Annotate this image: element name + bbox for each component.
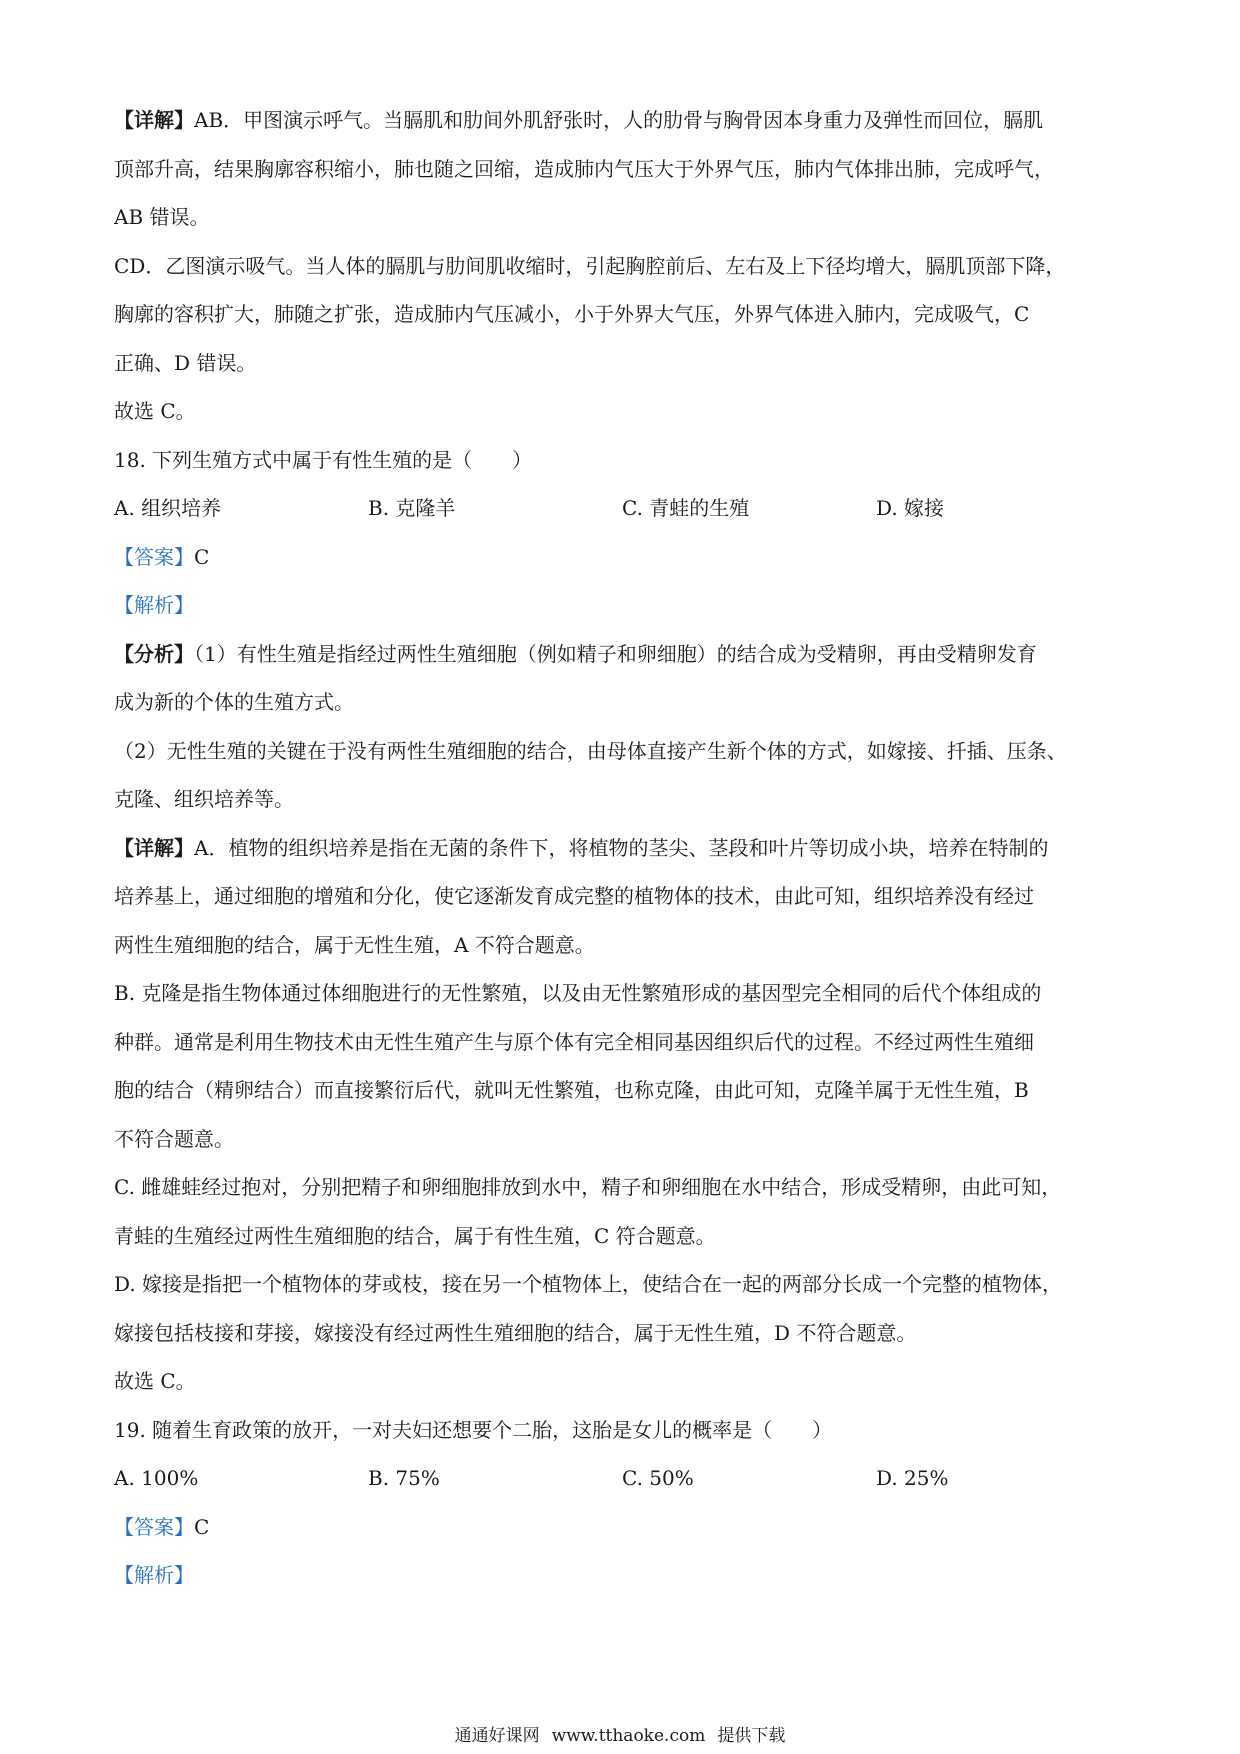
text-line: A．植物的组织培养是指在无菌的条件下，将植物的茎尖、茎段和叶片等切成小块，培养在特制的 xyxy=(194,835,1049,860)
text-line: 克隆、组织培养等。 xyxy=(114,787,294,811)
text-line: C. 雌雄蛙经过抱对，分别把精子和卵细胞排放到水中，精子和卵细胞在水中结合，形成受精卵，由此可知， xyxy=(114,1175,1062,1199)
text-line: 嫁接包括枝接和芽接，嫁接没有经过两性生殖细胞的结合，属于无性生殖，D 不符合题意。 xyxy=(114,1320,917,1345)
question-18-options xyxy=(114,484,1134,533)
detail-label: 【详解】 xyxy=(114,108,194,132)
fenxi-label: 【分析】 xyxy=(114,641,194,666)
option-b: B. 克隆羊 xyxy=(368,496,456,520)
text-line: AB 错误。 xyxy=(114,205,210,229)
option-c: C. 青蛙的生殖 xyxy=(622,496,750,520)
answer-label: 【答案】 xyxy=(114,544,194,569)
text-line: 成为新的个体的生殖方式。 xyxy=(114,690,354,714)
text-line: 青蛙的生殖经过两性生殖细胞的结合，属于有性生殖，C 符合题意。 xyxy=(114,1223,716,1248)
answer-line xyxy=(114,533,1134,582)
text-line: B. 克隆是指生物体通过体细胞进行的无性繁殖，以及由无性繁殖形成的基因型完全相同的后代个体组成的 xyxy=(114,981,1042,1005)
conclusion-line: 故选 C。 xyxy=(114,399,196,423)
option-b: B. 75% xyxy=(368,1466,440,1490)
option-c: C. 50% xyxy=(622,1466,694,1490)
option-a: A. 100% xyxy=(114,1466,199,1490)
option-d: D. 25% xyxy=(876,1466,949,1490)
text-line: 胞的结合（精卵结合）而直接繁衍后代，就叫无性繁殖，也称克隆，由此可知，克隆羊属于无性生殖，B xyxy=(114,1078,1029,1102)
analysis-label: 【解析】 xyxy=(114,593,194,617)
text-line: D. 嫁接是指把一个植物体的芽或枝，接在另一个植物体上，使结合在一起的两部分长成一个完整的植物体， xyxy=(114,1272,1063,1296)
answer-value: C xyxy=(194,1514,210,1539)
text-line: 顶部升高，结果胸廓容积缩小，肺也随之回缩，造成肺内气压大于外界气压，肺内气体排出肺，完成呼气， xyxy=(114,156,1054,181)
text-line: 种群。通常是利用生物技术由无性生殖产生与原个体有完全相同基因组织后代的过程。不经过两性生殖细 xyxy=(114,1029,1034,1054)
paragraph-line xyxy=(114,630,1134,679)
answer-value: C xyxy=(194,544,210,569)
paragraph-line xyxy=(114,96,1134,145)
text-line: 正确、D 错误。 xyxy=(114,350,257,375)
paragraph-line xyxy=(114,824,1134,873)
document-content xyxy=(114,96,1134,1600)
footer-url[interactable]: www.tthaoke.com xyxy=(551,1726,706,1746)
question-19-options xyxy=(114,1454,1134,1503)
text-line: （1）有性生殖是指经过两性生殖细胞（例如精子和卵细胞）的结合成为受精卵，再由受精卵发育 xyxy=(194,641,1037,666)
text-line: 胸廓的容积扩大，肺随之扩张，造成肺内气压减小，小于外界大气压，外界气体进入肺内，完成吸气，C xyxy=(114,302,1030,326)
question-19-stem: 19. 随着生育政策的放开，一对夫妇还想要个二胎，这胎是女儿的概率是（ ） xyxy=(114,1417,833,1442)
text-line: 培养基上，通过细胞的增殖和分化，使它逐渐发育成完整的植物体的技术，由此可知，组织培养没有经过 xyxy=(114,884,1034,908)
option-a: A. 组织培养 xyxy=(114,496,222,520)
answer-label: 【答案】 xyxy=(114,1514,194,1539)
page-footer xyxy=(0,1724,1240,1748)
text-line: AB．甲图演示呼气。当膈肌和肋间外肌舒张时，人的肋骨与胸骨因本身重力及弹性而回位，膈肌 xyxy=(194,108,1044,132)
answer-line xyxy=(114,1503,1134,1552)
text-line: CD．乙图演示吸气。当人体的膈肌与肋间肌收缩时，引起胸腔前后、左右及上下径均增大，膈肌顶部下降， xyxy=(114,253,1066,278)
conclusion-line: 故选 C。 xyxy=(114,1369,196,1393)
detail-label: 【详解】 xyxy=(114,835,194,860)
footer-site-name: 通通好课网 xyxy=(454,1726,540,1746)
text-line: 不符合题意。 xyxy=(114,1126,234,1151)
option-d: D. 嫁接 xyxy=(876,496,945,520)
text-line: 两性生殖细胞的结合，属于无性生殖，A 不符合题意。 xyxy=(114,932,595,957)
question-18-stem: 18. 下列生殖方式中属于有性生殖的是（ ） xyxy=(114,447,533,472)
analysis-label: 【解析】 xyxy=(114,1563,194,1587)
text-line: （2）无性生殖的关键在于没有两性生殖细胞的结合，由母体直接产生新个体的方式，如嫁接、扦插、压条、 xyxy=(114,738,1067,763)
footer-note: 提供下载 xyxy=(717,1726,786,1746)
